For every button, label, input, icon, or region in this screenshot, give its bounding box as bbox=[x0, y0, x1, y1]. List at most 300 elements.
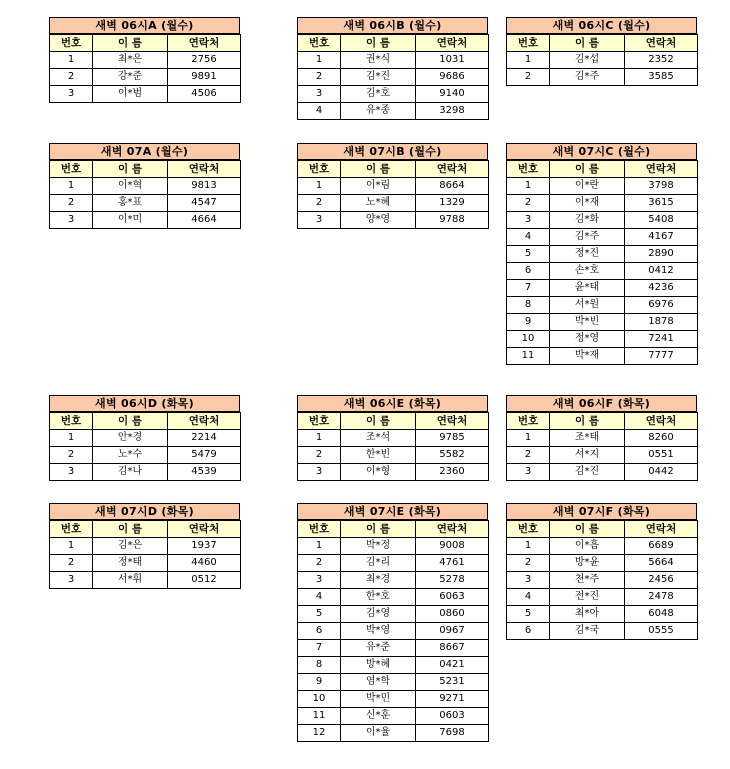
cell-name: 염*학 bbox=[341, 674, 416, 691]
table-row bbox=[507, 229, 698, 246]
class-title: 새벽 06시B (월수) bbox=[297, 17, 488, 34]
cell-no: 4 bbox=[298, 589, 341, 606]
cell-phone: 9813 bbox=[168, 178, 241, 195]
table-row bbox=[50, 178, 241, 195]
cell-phone: 6976 bbox=[625, 297, 698, 314]
cell-no: 5 bbox=[298, 606, 341, 623]
cell-phone: 6048 bbox=[625, 606, 698, 623]
cell-phone: 2352 bbox=[625, 52, 698, 69]
header-phone: 연락처 bbox=[416, 521, 489, 538]
cell-no: 1 bbox=[298, 430, 341, 447]
cell-no: 4 bbox=[507, 229, 550, 246]
roster-table bbox=[49, 520, 241, 589]
cell-no: 3 bbox=[507, 212, 550, 229]
cell-no: 1 bbox=[50, 52, 93, 69]
cell-name: 방*혜 bbox=[341, 657, 416, 674]
cell-name: 김*리 bbox=[341, 555, 416, 572]
cell-phone: 7777 bbox=[625, 348, 698, 365]
cell-no: 3 bbox=[50, 464, 93, 481]
cell-name: 방*윤 bbox=[550, 555, 625, 572]
table-row bbox=[50, 195, 241, 212]
header-name: 이 름 bbox=[341, 161, 416, 178]
cell-phone: 0551 bbox=[625, 447, 698, 464]
header-no: 번호 bbox=[507, 521, 550, 538]
table-row bbox=[507, 464, 698, 481]
cell-name: 김*국 bbox=[550, 623, 625, 640]
cell-no: 3 bbox=[50, 86, 93, 103]
cell-phone: 4547 bbox=[168, 195, 241, 212]
table-row bbox=[50, 447, 241, 464]
roster-table bbox=[297, 412, 489, 481]
cell-phone: 3615 bbox=[625, 195, 698, 212]
cell-name: 박*영 bbox=[341, 623, 416, 640]
cell-phone: 3585 bbox=[625, 69, 698, 86]
cell-name: 정*영 bbox=[550, 331, 625, 348]
cell-no: 2 bbox=[298, 195, 341, 212]
class-block bbox=[49, 17, 240, 103]
cell-no: 3 bbox=[50, 212, 93, 229]
header-row bbox=[298, 521, 489, 538]
header-phone: 연락처 bbox=[168, 35, 241, 52]
cell-name: 김*영 bbox=[341, 606, 416, 623]
header-no: 번호 bbox=[507, 413, 550, 430]
header-no: 번호 bbox=[50, 521, 93, 538]
cell-name: 윤*태 bbox=[550, 280, 625, 297]
cell-no: 2 bbox=[507, 555, 550, 572]
roster-table bbox=[506, 412, 698, 481]
cell-phone: 3298 bbox=[416, 103, 489, 120]
cell-no: 2 bbox=[50, 195, 93, 212]
cell-phone: 0967 bbox=[416, 623, 489, 640]
class-title: 새벽 07A (월수) bbox=[49, 143, 240, 160]
header-row bbox=[507, 161, 698, 178]
cell-name: 박*재 bbox=[550, 348, 625, 365]
class-block bbox=[506, 143, 697, 365]
cell-no: 3 bbox=[298, 572, 341, 589]
cell-no: 1 bbox=[298, 52, 341, 69]
table-row bbox=[507, 297, 698, 314]
cell-phone: 9271 bbox=[416, 691, 489, 708]
cell-phone: 4460 bbox=[168, 555, 241, 572]
cell-phone: 5479 bbox=[168, 447, 241, 464]
cell-name: 이*란 bbox=[550, 178, 625, 195]
cell-phone: 2756 bbox=[168, 52, 241, 69]
table-row bbox=[298, 52, 489, 69]
cell-phone: 3798 bbox=[625, 178, 698, 195]
header-no: 번호 bbox=[298, 413, 341, 430]
table-row bbox=[507, 348, 698, 365]
table-row bbox=[298, 657, 489, 674]
cell-phone: 5408 bbox=[625, 212, 698, 229]
cell-phone: 4506 bbox=[168, 86, 241, 103]
table-row bbox=[298, 86, 489, 103]
cell-no: 2 bbox=[507, 195, 550, 212]
cell-phone: 0603 bbox=[416, 708, 489, 725]
cell-name: 한*호 bbox=[341, 589, 416, 606]
cell-phone: 2214 bbox=[168, 430, 241, 447]
class-title: 새벽 07시D (화목) bbox=[49, 503, 240, 520]
cell-name: 최*경 bbox=[341, 572, 416, 589]
cell-no: 1 bbox=[507, 430, 550, 447]
cell-name: 박*정 bbox=[341, 538, 416, 555]
cell-no: 8 bbox=[507, 297, 550, 314]
header-row bbox=[50, 161, 241, 178]
cell-name: 조*석 bbox=[341, 430, 416, 447]
cell-no: 7 bbox=[298, 640, 341, 657]
cell-name: 이*미 bbox=[93, 212, 168, 229]
cell-phone: 0412 bbox=[625, 263, 698, 280]
cell-no: 1 bbox=[50, 430, 93, 447]
cell-name: 서*지 bbox=[550, 447, 625, 464]
header-row bbox=[298, 413, 489, 430]
cell-name: 정*진 bbox=[550, 246, 625, 263]
table-row bbox=[298, 555, 489, 572]
class-title: 새벽 06시C (월수) bbox=[506, 17, 697, 34]
table-row bbox=[298, 725, 489, 742]
header-phone: 연락처 bbox=[416, 161, 489, 178]
cell-no: 2 bbox=[298, 555, 341, 572]
table-row bbox=[507, 69, 698, 86]
cell-no: 6 bbox=[507, 623, 550, 640]
table-row bbox=[507, 430, 698, 447]
class-block bbox=[506, 503, 697, 640]
header-name: 이 름 bbox=[550, 521, 625, 538]
cell-no: 5 bbox=[507, 246, 550, 263]
cell-no: 1 bbox=[507, 178, 550, 195]
cell-name: 이*혁 bbox=[93, 178, 168, 195]
cell-no: 6 bbox=[507, 263, 550, 280]
cell-phone: 6689 bbox=[625, 538, 698, 555]
cell-no: 3 bbox=[507, 464, 550, 481]
cell-name: 안*경 bbox=[93, 430, 168, 447]
table-row bbox=[298, 430, 489, 447]
cell-phone: 8260 bbox=[625, 430, 698, 447]
table-row bbox=[50, 572, 241, 589]
cell-phone: 6063 bbox=[416, 589, 489, 606]
cell-phone: 1031 bbox=[416, 52, 489, 69]
cell-name: 김*나 bbox=[93, 464, 168, 481]
class-block bbox=[506, 17, 697, 86]
table-row bbox=[50, 212, 241, 229]
cell-name: 김*주 bbox=[550, 229, 625, 246]
table-row bbox=[298, 606, 489, 623]
header-row bbox=[298, 35, 489, 52]
cell-phone: 4539 bbox=[168, 464, 241, 481]
header-name: 이 름 bbox=[93, 35, 168, 52]
class-title: 새벽 06시D (화목) bbox=[49, 395, 240, 412]
cell-no: 2 bbox=[298, 447, 341, 464]
roster-table bbox=[297, 160, 489, 229]
class-block bbox=[506, 395, 697, 481]
cell-no: 11 bbox=[298, 708, 341, 725]
cell-no: 2 bbox=[507, 447, 550, 464]
cell-name: 이*형 bbox=[341, 464, 416, 481]
header-row bbox=[50, 35, 241, 52]
table-row bbox=[50, 69, 241, 86]
cell-phone: 2456 bbox=[625, 572, 698, 589]
cell-no: 2 bbox=[50, 447, 93, 464]
table-row bbox=[298, 640, 489, 657]
cell-no: 11 bbox=[507, 348, 550, 365]
class-block bbox=[297, 395, 488, 481]
header-row bbox=[507, 413, 698, 430]
class-title: 새벽 06시A (월수) bbox=[49, 17, 240, 34]
cell-no: 4 bbox=[298, 103, 341, 120]
cell-name: 손*호 bbox=[550, 263, 625, 280]
cell-phone: 9788 bbox=[416, 212, 489, 229]
class-title: 새벽 07시C (월수) bbox=[506, 143, 697, 160]
cell-phone: 0512 bbox=[168, 572, 241, 589]
table-row bbox=[298, 103, 489, 120]
cell-name: 이*흠 bbox=[550, 538, 625, 555]
header-name: 이 름 bbox=[341, 413, 416, 430]
table-row bbox=[507, 246, 698, 263]
cell-phone: 0555 bbox=[625, 623, 698, 640]
cell-phone: 2890 bbox=[625, 246, 698, 263]
table-row bbox=[50, 52, 241, 69]
table-row bbox=[507, 263, 698, 280]
header-no: 번호 bbox=[298, 161, 341, 178]
cell-no: 8 bbox=[298, 657, 341, 674]
table-row bbox=[298, 212, 489, 229]
header-phone: 연락처 bbox=[625, 161, 698, 178]
header-name: 이 름 bbox=[341, 35, 416, 52]
cell-no: 9 bbox=[507, 314, 550, 331]
header-no: 번호 bbox=[298, 521, 341, 538]
class-title: 새벽 07시B (월수) bbox=[297, 143, 488, 160]
header-row bbox=[507, 521, 698, 538]
table-row bbox=[298, 178, 489, 195]
cell-phone: 4761 bbox=[416, 555, 489, 572]
header-phone: 연락처 bbox=[625, 35, 698, 52]
table-row bbox=[507, 606, 698, 623]
class-title: 새벽 07시F (화목) bbox=[506, 503, 697, 520]
header-no: 번호 bbox=[50, 413, 93, 430]
cell-phone: 4236 bbox=[625, 280, 698, 297]
cell-name: 전*진 bbox=[550, 589, 625, 606]
class-block bbox=[297, 17, 488, 120]
table-row bbox=[50, 430, 241, 447]
cell-phone: 8664 bbox=[416, 178, 489, 195]
cell-no: 3 bbox=[50, 572, 93, 589]
cell-name: 김*섭 bbox=[550, 52, 625, 69]
cell-name: 서*원 bbox=[550, 297, 625, 314]
cell-no: 10 bbox=[298, 691, 341, 708]
cell-name: 천*주 bbox=[550, 572, 625, 589]
class-block bbox=[49, 503, 240, 589]
cell-no: 3 bbox=[298, 464, 341, 481]
header-no: 번호 bbox=[298, 35, 341, 52]
table-row bbox=[507, 555, 698, 572]
cell-name: 박*민 bbox=[341, 691, 416, 708]
class-block bbox=[297, 503, 488, 742]
cell-no: 4 bbox=[507, 589, 550, 606]
cell-name: 노*수 bbox=[93, 447, 168, 464]
table-row bbox=[507, 538, 698, 555]
table-row bbox=[298, 195, 489, 212]
table-row bbox=[50, 538, 241, 555]
cell-phone: 9140 bbox=[416, 86, 489, 103]
table-row bbox=[507, 195, 698, 212]
table-row bbox=[507, 572, 698, 589]
class-block bbox=[49, 143, 240, 229]
table-row bbox=[298, 589, 489, 606]
cell-no: 3 bbox=[298, 86, 341, 103]
cell-name: 김*진 bbox=[341, 69, 416, 86]
cell-no: 2 bbox=[50, 69, 93, 86]
cell-no: 3 bbox=[298, 212, 341, 229]
cell-phone: 5582 bbox=[416, 447, 489, 464]
cell-no: 1 bbox=[507, 538, 550, 555]
header-row bbox=[298, 161, 489, 178]
table-row bbox=[507, 331, 698, 348]
table-row bbox=[298, 623, 489, 640]
cell-no: 2 bbox=[507, 69, 550, 86]
cell-name: 양*영 bbox=[341, 212, 416, 229]
table-row bbox=[507, 314, 698, 331]
table-row bbox=[298, 538, 489, 555]
header-name: 이 름 bbox=[93, 161, 168, 178]
cell-no: 2 bbox=[298, 69, 341, 86]
cell-name: 박*빈 bbox=[550, 314, 625, 331]
cell-phone: 9008 bbox=[416, 538, 489, 555]
cell-name: 권*식 bbox=[341, 52, 416, 69]
cell-no: 1 bbox=[298, 178, 341, 195]
cell-phone: 7698 bbox=[416, 725, 489, 742]
cell-name: 유*준 bbox=[341, 640, 416, 657]
roster-table bbox=[506, 160, 698, 365]
roster-table bbox=[506, 34, 698, 86]
class-block bbox=[49, 395, 240, 481]
cell-name: 노*혜 bbox=[341, 195, 416, 212]
header-phone: 연락처 bbox=[168, 521, 241, 538]
roster-table bbox=[297, 520, 489, 742]
class-title: 새벽 06시E (화목) bbox=[297, 395, 488, 412]
table-row bbox=[507, 178, 698, 195]
header-phone: 연락처 bbox=[168, 161, 241, 178]
cell-phone: 0442 bbox=[625, 464, 698, 481]
table-row bbox=[507, 447, 698, 464]
cell-no: 6 bbox=[298, 623, 341, 640]
cell-phone: 0421 bbox=[416, 657, 489, 674]
cell-no: 7 bbox=[507, 280, 550, 297]
cell-name: 김*은 bbox=[93, 538, 168, 555]
table-row bbox=[298, 572, 489, 589]
table-row bbox=[298, 674, 489, 691]
class-title: 새벽 07시E (화목) bbox=[297, 503, 488, 520]
table-row bbox=[50, 86, 241, 103]
header-phone: 연락처 bbox=[416, 413, 489, 430]
table-row bbox=[298, 464, 489, 481]
table-row bbox=[507, 52, 698, 69]
roster-table bbox=[49, 412, 241, 481]
cell-name: 서*휘 bbox=[93, 572, 168, 589]
table-row bbox=[507, 212, 698, 229]
cell-no: 2 bbox=[50, 555, 93, 572]
cell-name: 조*태 bbox=[550, 430, 625, 447]
header-no: 번호 bbox=[507, 161, 550, 178]
cell-name: 홍*표 bbox=[93, 195, 168, 212]
cell-name: 이*율 bbox=[341, 725, 416, 742]
header-name: 이 름 bbox=[550, 413, 625, 430]
cell-name: 강*준 bbox=[93, 69, 168, 86]
header-row bbox=[50, 521, 241, 538]
class-title: 새벽 06시F (화목) bbox=[506, 395, 697, 412]
header-phone: 연락처 bbox=[416, 35, 489, 52]
header-phone: 연락처 bbox=[625, 521, 698, 538]
header-name: 이 름 bbox=[341, 521, 416, 538]
header-name: 이 름 bbox=[93, 521, 168, 538]
cell-no: 5 bbox=[507, 606, 550, 623]
header-row bbox=[50, 413, 241, 430]
cell-no: 1 bbox=[50, 538, 93, 555]
table-row bbox=[50, 464, 241, 481]
cell-name: 신*훈 bbox=[341, 708, 416, 725]
cell-name: 최*아 bbox=[550, 606, 625, 623]
cell-name: 이*재 bbox=[550, 195, 625, 212]
cell-phone: 2478 bbox=[625, 589, 698, 606]
cell-phone: 1329 bbox=[416, 195, 489, 212]
cell-phone: 5231 bbox=[416, 674, 489, 691]
cell-no: 1 bbox=[507, 52, 550, 69]
table-row bbox=[507, 589, 698, 606]
table-row bbox=[507, 623, 698, 640]
cell-no: 3 bbox=[507, 572, 550, 589]
cell-no: 9 bbox=[298, 674, 341, 691]
cell-name: 이*림 bbox=[341, 178, 416, 195]
table-row bbox=[298, 691, 489, 708]
cell-phone: 4664 bbox=[168, 212, 241, 229]
cell-phone: 1878 bbox=[625, 314, 698, 331]
cell-phone: 9785 bbox=[416, 430, 489, 447]
header-phone: 연락처 bbox=[168, 413, 241, 430]
cell-name: 김*주 bbox=[550, 69, 625, 86]
cell-phone: 9686 bbox=[416, 69, 489, 86]
cell-name: 최*은 bbox=[93, 52, 168, 69]
header-name: 이 름 bbox=[550, 161, 625, 178]
cell-phone: 8667 bbox=[416, 640, 489, 657]
cell-no: 1 bbox=[298, 538, 341, 555]
header-phone: 연락처 bbox=[625, 413, 698, 430]
class-block bbox=[297, 143, 488, 229]
roster-table bbox=[49, 34, 241, 103]
roster-table bbox=[506, 520, 698, 640]
roster-table bbox=[297, 34, 489, 120]
cell-no: 1 bbox=[50, 178, 93, 195]
cell-name: 김*진 bbox=[550, 464, 625, 481]
cell-phone: 2360 bbox=[416, 464, 489, 481]
cell-name: 김*호 bbox=[341, 86, 416, 103]
table-row bbox=[50, 555, 241, 572]
cell-phone: 5664 bbox=[625, 555, 698, 572]
table-row bbox=[507, 280, 698, 297]
cell-name: 이*범 bbox=[93, 86, 168, 103]
header-row bbox=[507, 35, 698, 52]
cell-phone: 4167 bbox=[625, 229, 698, 246]
cell-no: 12 bbox=[298, 725, 341, 742]
cell-phone: 7241 bbox=[625, 331, 698, 348]
header-no: 번호 bbox=[50, 161, 93, 178]
table-row bbox=[298, 447, 489, 464]
cell-phone: 0860 bbox=[416, 606, 489, 623]
cell-no: 10 bbox=[507, 331, 550, 348]
cell-name: 김*화 bbox=[550, 212, 625, 229]
table-row bbox=[298, 69, 489, 86]
table-row bbox=[298, 708, 489, 725]
header-name: 이 름 bbox=[93, 413, 168, 430]
cell-name: 유*종 bbox=[341, 103, 416, 120]
header-no: 번호 bbox=[507, 35, 550, 52]
